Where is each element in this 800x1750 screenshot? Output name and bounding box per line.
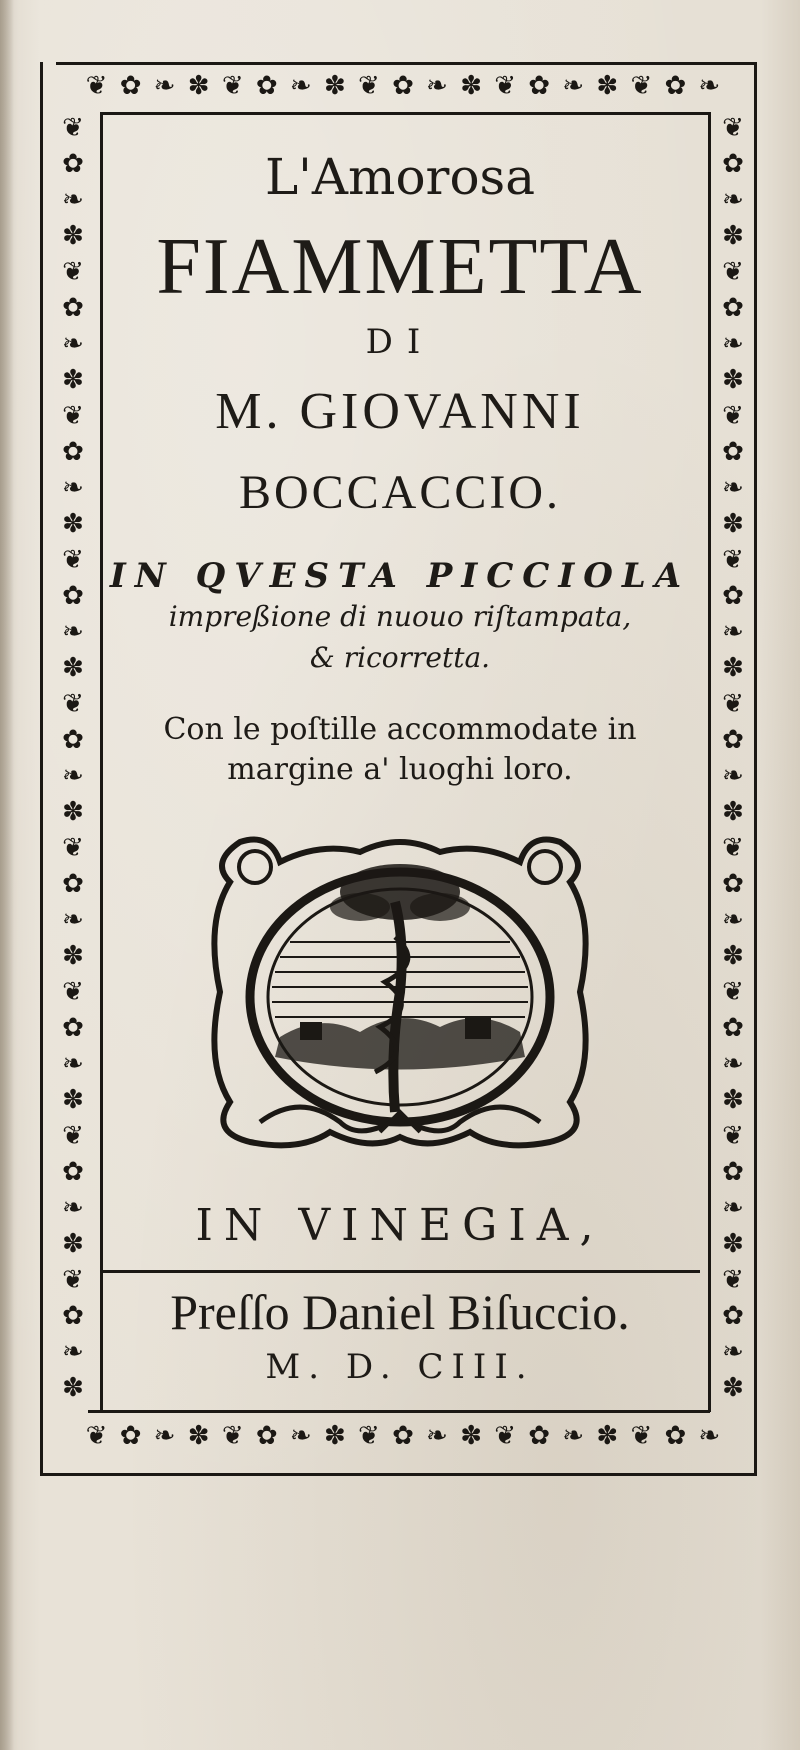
- imprint-year: M. D. CIII.: [265, 1347, 535, 1387]
- printer-device-icon: [200, 822, 600, 1162]
- imprint-printer: Preſſo Daniel Biſuccio.: [170, 1284, 630, 1340]
- frame-top-outer: [56, 62, 756, 65]
- ornament-border-top: ❦ ✿ ❧ ✽ ❦ ✿ ❧ ✽ ❦ ✿ ❧ ✽ ❦ ✿ ❧ ✽ ❦ ✿ ❧: [85, 71, 723, 101]
- frame-left-outer: [40, 62, 43, 1476]
- note-line-2: margine a' luoghi loro.: [227, 752, 573, 787]
- frame-right-inner: [708, 112, 711, 1412]
- author-line-giovanni: M. GIOVANNI: [215, 383, 585, 440]
- note-line-1: Con le poſtille accommodate in: [163, 712, 637, 747]
- edition-line-3: & ricorretta.: [309, 641, 491, 674]
- edition-line-1: IN QVESTA PICCIOLA: [109, 556, 691, 596]
- imprint-place: IN VINEGIA,: [195, 1200, 605, 1251]
- edition-line-2: impreßione di nuouo riſtampata,: [168, 600, 632, 633]
- ornament-border-left: ❦ ✿ ❧ ✽ ❦ ✿ ❧ ✽ ❦ ✿ ❧ ✽ ❦ ✿ ❧ ✽ ❦ ✿ ❧ ✽ ❦ ✿ ❧ ✽ ❦ ✿ ❧ ✽ ❦ ✿ ❧ ✽ ❦ ✿ ❧ ✽: [62, 113, 84, 1403]
- title-line-amorosa: L'Amorosa: [264, 148, 536, 206]
- frame-bottom-outer: [40, 1473, 756, 1476]
- frame-bottom-inner: [88, 1410, 710, 1413]
- imprint-rule: [100, 1270, 700, 1273]
- author-line-boccaccio: BOCCACCIO.: [238, 466, 562, 519]
- spine-shadow: [0, 0, 14, 1750]
- ornament-border-right: ❦ ✿ ❧ ✽ ❦ ✿ ❧ ✽ ❦ ✿ ❧ ✽ ❦ ✿ ❧ ✽ ❦ ✿ ❧ ✽ ❦ ✿ ❧ ✽ ❦ ✿ ❧ ✽ ❦ ✿ ❧ ✽ ❦ ✿ ❧ ✽: [722, 113, 744, 1403]
- ornament-border-bottom: ❦ ✿ ❧ ✽ ❦ ✿ ❧ ✽ ❦ ✿ ❧ ✽ ❦ ✿ ❧ ✽ ❦ ✿ ❧: [85, 1421, 723, 1451]
- title-line-fiammetta: FIAMMETTA: [156, 223, 644, 311]
- frame-right-outer: [754, 62, 757, 1476]
- title-line-di: DI: [365, 322, 435, 362]
- frame-top-inner: [100, 112, 710, 115]
